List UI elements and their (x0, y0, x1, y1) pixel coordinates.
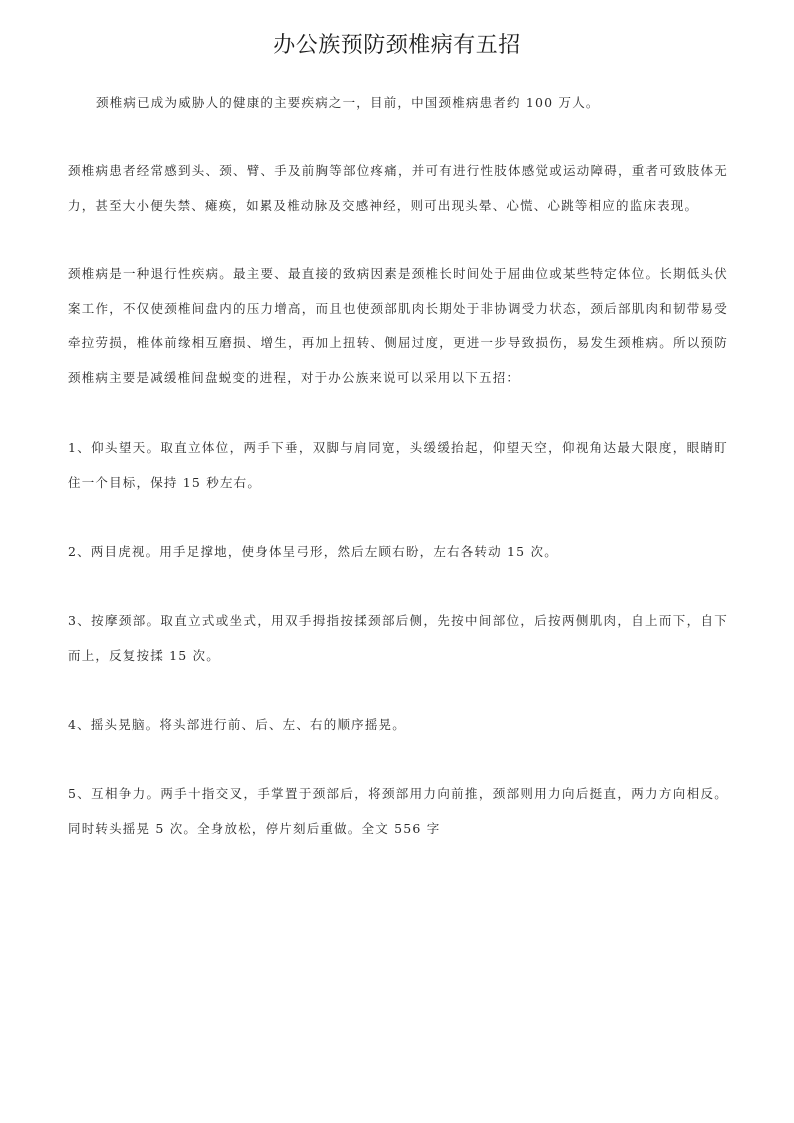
tip-counter-force: 5、互相争力。两手十指交叉，手掌置于颈部后，将颈部用力向前推，颈部则用力向后挺直，两力方向相反。同时转头摇晃 5 次。全身放松，停片刻后重做。全文 556 字 (68, 786, 728, 836)
paragraph-intro: 颈椎病已成为威胁人的健康的主要疾病之一，目前，中国颈椎病患者约 100 万人。 (96, 95, 600, 110)
tip-tiger-gaze: 2、两目虎视。用手足撑地，使身体呈弓形，然后左顾右盼，左右各转动 15 次。 (68, 544, 558, 559)
paragraph-causes: 颈椎病是一种退行性疾病。最主要、最直接的致病因素是颈椎长时间处于屈曲位或某些特定体位。长期低头伏案工作，不仅使颈椎间盘内的压力增高，而且也使颈部肌肉长期处于非协调受力状态，颈后部肌肉和韧带易受牵拉劳损，椎体前缘相互磨损、增生，再加上扭转、侧屈过度，更进一步导致损伤，易发生颈椎病。所以预防颈椎病主要是减缓椎间盘蜕变的进程，对于办公族来说可以采用以下五招： (68, 266, 728, 385)
paragraph-symptoms: 颈椎病患者经常感到头、颈、臂、手及前胸等部位疼痛，并可有进行性肢体感觉或运动障碍，重者可致肢体无力，甚至大小便失禁、瘫痪，如累及椎动脉及交感神经，则可出现头晕、心慌、心跳等相应的监床表现。 (68, 163, 728, 213)
tip-neck-massage: 3、按摩颈部。取直立式或坐式，用双手拇指按揉颈部后侧，先按中间部位，后按两侧肌肉，自上而下，自下而上，反复按揉 15 次。 (68, 613, 728, 663)
tip-look-up: 1、仰头望天。取直立体位，两手下垂，双脚与肩同宽，头缓缓抬起，仰望天空，仰视角达最大限度，眼睛盯住一个目标，保持 15 秒左右。 (68, 440, 728, 490)
document-title: 办公族预防颈椎病有五招 (273, 33, 521, 58)
tip-head-shake: 4、摇头晃脑。将头部进行前、后、左、右的顺序摇晃。 (68, 717, 406, 732)
